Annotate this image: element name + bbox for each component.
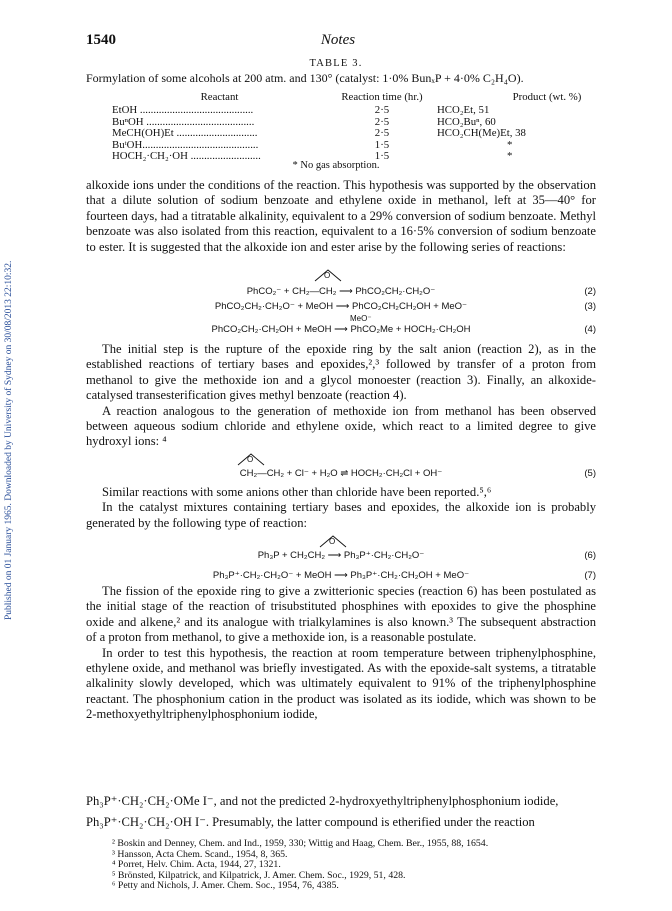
download-watermark xyxy=(4,150,18,620)
page-number: 1540 xyxy=(86,32,116,48)
paragraph-text: The fission of the epoxide ring to give a zwitterionic species (reaction 6) has been postulated as the initial stage of the reaction of trisubstituted phosphines with epoxides to give the phosphine oxide and alkene,² and its analogue with trialkylamines is also known.³ The subsequent abstraction of a proton from methanol, to give a methoxide ion, is a reasonable postulate. xyxy=(86,584,596,645)
reaction-equation: Ph₃P + CH₂CH₂ ⟶ Ph₃P⁺·CH₂·CH₂O⁻ xyxy=(257,550,425,561)
equation-number: (6) xyxy=(584,550,596,561)
equation-number: (2) xyxy=(584,286,596,297)
reference-item: ³ Hansson, Acta Chem. Scand., 1954, 8, 365. xyxy=(112,848,288,860)
page-header xyxy=(86,32,590,50)
equation-number: (5) xyxy=(584,468,596,479)
table-header-cell: Reaction time (hr.) xyxy=(341,91,423,103)
equation-number: (7) xyxy=(584,570,596,581)
running-title: Notes xyxy=(320,32,356,48)
table-title: TABLE 3. xyxy=(309,58,363,69)
paragraph xyxy=(86,584,596,723)
svg-text:O: O xyxy=(329,537,336,546)
svg-text:O: O xyxy=(324,271,331,280)
results-table xyxy=(112,92,657,162)
table-row xyxy=(112,128,657,139)
reaction-equation: CH₂—CH₂ + Cl⁻ + H₂O ⇌ HOCH₂·CH₂Cl + OH⁻ xyxy=(239,468,443,479)
paragraph xyxy=(86,485,596,531)
paragraph-text: The initial step is the rupture of the epoxide ring by the salt anion (reaction 2), as in the established reactions of tertiary bases and epoxides,²,³ followed by transfer of a proton from methanol to give the methoxide ion and a glycol monoester (reaction 3). Finally, an alkoxide-catalysed transesterification gives methyl benzoate (reaction 4). xyxy=(86,342,596,403)
reference-list xyxy=(112,839,602,892)
table-cell: 1·5 xyxy=(374,138,390,151)
table-cell: * xyxy=(507,138,513,151)
table-cell: * xyxy=(507,150,513,163)
table-cell: BuᵗOH........................................... xyxy=(112,138,259,151)
epoxide-ring-icon xyxy=(318,534,348,548)
reaction-scheme-2-4 xyxy=(86,268,596,338)
table-cell: 2·5 xyxy=(374,127,390,140)
paragraph xyxy=(86,178,596,255)
download-watermark-text: Published on 01 January 1965. Downloaded by University of Sydney on 30/08/2013 22:10:32. xyxy=(4,260,14,620)
reaction-equation: PhCO₂CH₂·CH₂OH + MeOH ⟶ PhCO₂Me + HOCH₂·CH₂OH xyxy=(211,324,471,335)
paragraph-text: Ph₃P⁺·CH₂·CH₂·OH I⁻. Presumably, the latter compound is etherified under the reaction xyxy=(86,815,535,830)
table-footnote: * No gas absorption. xyxy=(292,160,380,171)
table-cell: HCO₂CH(Me)Et, 38 xyxy=(437,127,526,140)
equation-number: (4) xyxy=(584,324,596,335)
paragraph-text: Similar reactions with some anions other than chloride have been reported.⁵,⁶ xyxy=(102,485,492,499)
paragraph-text: In the catalyst mixtures containing tertiary bases and epoxides, the alkoxide ion is probably generated by the following type of reaction: xyxy=(86,500,596,530)
paragraph-text: Ph₃P⁺·CH₂·CH₂·OMe I⁻, and not the predicted 2-hydroxyethyltriphenylphosphonium iodide, xyxy=(86,794,559,808)
reaction-scheme-5 xyxy=(86,452,596,482)
reaction-equation: PhCO₂⁻ + CH₂—CH₂ ⟶ PhCO₂CH₂·CH₂O⁻ xyxy=(246,286,436,297)
table-cell: MeCH(OH)Et .............................. xyxy=(112,127,258,140)
svg-text:O: O xyxy=(247,455,254,464)
reaction-scheme-6-7 xyxy=(86,534,596,582)
table-cell: HCO₂Buⁿ, 60 xyxy=(437,115,496,128)
table-cell: 1·5 xyxy=(374,150,390,163)
epoxide-ring-icon xyxy=(313,268,343,282)
catalyst-label: MeO⁻ xyxy=(350,314,372,323)
paragraph-text: In order to test this hypothesis, the reaction at room temperature between triphenylphosphine, ethylene oxide, and methanol was briefly investigated. As with the epoxide-salt systems, a titratable alkalinity slowly developed, which was ultimately equivalent to 91% of the triphenylphosphine reactant. The phosphonium cation in the product was isolated as its iodide, which was shown to be 2-methoxyethyltriphenylphosphonium iodide, xyxy=(86,645,596,722)
table-cell: 2·5 xyxy=(374,115,390,128)
table-caption: Formylation of some alcohols at 200 atm. and 130° (catalyst: 1·0% BunₓP + 4·0% C₂H₄O). xyxy=(86,71,524,85)
table-header-cell: Reactant xyxy=(200,91,239,103)
equation-number: (3) xyxy=(584,301,596,312)
table-cell: 2·5 xyxy=(374,104,390,117)
table-cell: HOCH₂·CH₂·OH .......................... xyxy=(112,150,261,163)
paragraph-text: alkoxide ions under the conditions of the reaction. This hypothesis was supported by the observation that a dilute solution of sodium benzoate and ethylene oxide in methanol, left at 35—40° for fourteen days, had a titratable alkalinity, equivalent to a 29% conversion of sodium benzoate. Methyl benzoate was also isolated from this reaction, equivalent to a 16·5% conversion of sodium benzoate to ester. It is suggested that the alkoxide ion and ester arise by the following series of reactions: xyxy=(86,178,596,254)
table-cell: EtOH .......................................... xyxy=(112,104,254,117)
table-header-cell: Product (wt. %) xyxy=(512,91,582,103)
reference-item: ⁵ Brönsted, Kilpatrick, and Kilpatrick, J. Amer. Chem. Soc., 1929, 51, 428. xyxy=(112,869,406,881)
table-cell: HCO₂Et, 51 xyxy=(437,104,490,117)
reference-item: ² Boskin and Denney, Chem. and Ind., 1959, 330; Wittig and Haag, Chem. Ber., 1955, 88, 1654. xyxy=(112,838,489,849)
paragraph xyxy=(86,794,596,831)
table-header-row xyxy=(112,92,657,105)
reference-item: ⁴ Porret, Helv. Chim. Acta, 1944, 27, 1321. xyxy=(112,859,281,871)
reaction-equation: Ph₃P⁺·CH₂·CH₂O⁻ + MeOH ⟶ Ph₃P⁺·CH₂·CH₂OH + MeO⁻ xyxy=(212,570,470,581)
reaction-equation: PhCO₂CH₂·CH₂O⁻ + MeOH ⟶ PhCO₂CH₂CH₂OH + MeO⁻ xyxy=(214,301,468,312)
table-cell: BuⁿOH ........................................ xyxy=(112,115,255,128)
epoxide-ring-icon xyxy=(236,452,266,466)
paragraph-text: A reaction analogous to the generation of methoxide ion from methanol has been observed between aqueous sodium chloride and ethylene oxide, which react to a limited degree to give hydroxyl ions: ⁴ xyxy=(86,403,596,449)
paragraph xyxy=(86,342,596,450)
reference-item: ⁶ Petty and Nichols, J. Amer. Chem. Soc., 1954, 76, 4385. xyxy=(112,880,339,892)
